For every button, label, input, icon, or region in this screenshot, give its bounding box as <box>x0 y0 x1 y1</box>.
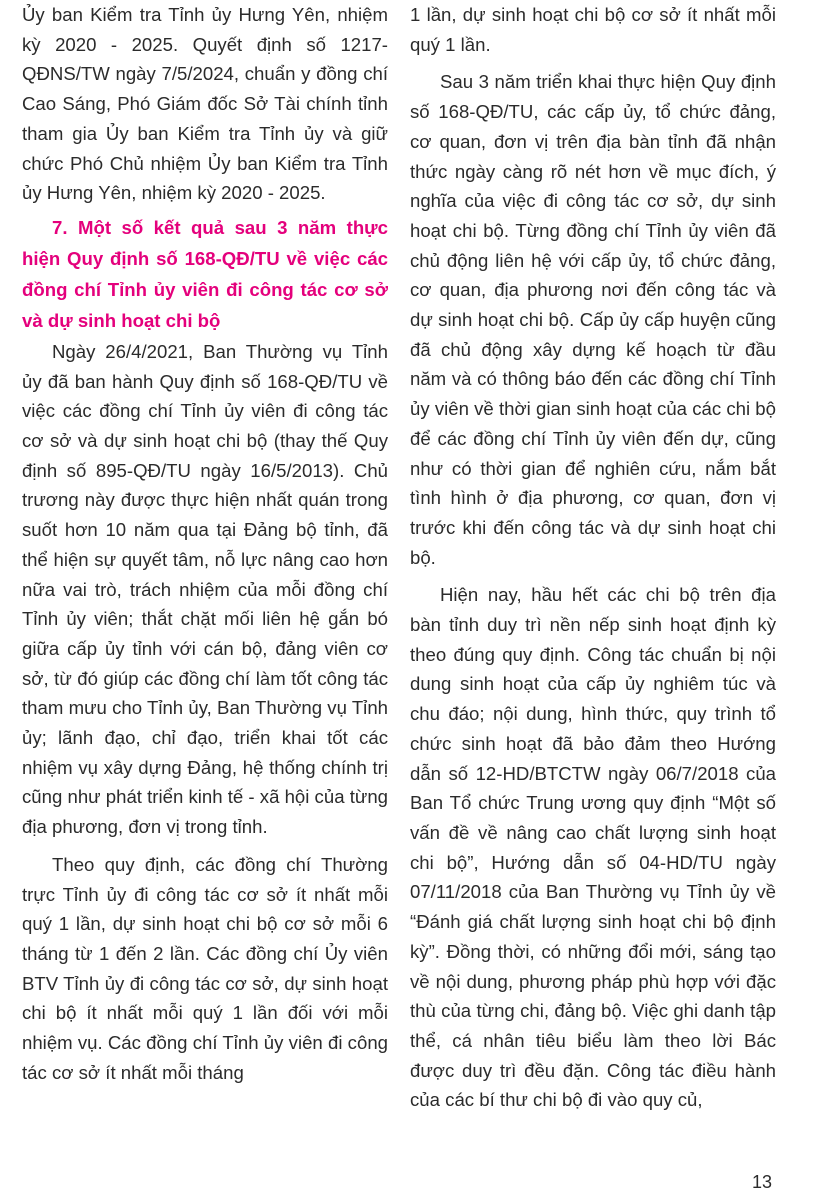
paragraph-current-status: Hiện nay, hầu hết các chi bộ trên địa bàn tỉnh duy trì nền nếp sinh hoạt định kỳ theo đúng quy định. Công tác chuẩn bị nội dung sinh hoạt của cấp ủy nghiêm túc và chu đáo; nội dung, hình thức, quy trình tổ chức sinh hoạt đã bảo đảm theo Hướng dẫn số 12-HD/BTCTW ngày 06/7/2018 của Ban Tổ chức Trung ương quy định “Một số vấn đề về nâng cao chất lượng sinh hoạt chi bộ”, Hướng dẫn số 04-HD/TU ngày 07/11/2018 của Ban Thường vụ Tỉnh ủy về “Đánh giá chất lượng sinh hoạt chi bộ định kỳ”. Đồng thời, có những đổi mới, sáng tạo về nội dung, phương pháp phù hợp với đặc thù của từng chi, đảng bộ. Việc ghi danh tập thể, cá nhân tiêu biểu làm theo lời Bác được duy trì đều đặn. Công tác điều hành của các bí thư chi bộ đi vào quy củ, <box>410 584 776 1111</box>
paragraph-continuation: Ủy ban Kiểm tra Tỉnh ủy Hưng Yên, nhiệm kỳ 2020 - 2025. Quyết định số 1217-QĐNS/TW ngày 7/5/2024, chuẩn y đồng chí Cao Sáng, Phó Giám đốc Sở Tài chính tỉnh tham gia Ủy ban Kiểm tra Tỉnh ủy và giữ chức Phó Chủ nhiệm Ủy ban Kiểm tra Tỉnh ủy Hưng Yên, nhiệm kỳ 2020 - 2025. <box>22 4 388 204</box>
paragraph-continuation-right: 1 lần, dự sinh hoạt chi bộ cơ sở ít nhất mỗi quý 1 lần. <box>410 4 776 55</box>
page-number: 13 <box>752 1172 773 1192</box>
paragraph-frequency: Theo quy định, các đồng chí Thường trực Tỉnh ủy đi công tác cơ sở ít nhất mỗi quý 1 lần, dự sinh hoạt chi bộ cơ sở mỗi 6 tháng từ 1 đến 2 lần. Các đồng chí Ủy viên BTV Tỉnh ủy đi công tác cơ sở, dự sinh hoạt chi bộ ít nhất mỗi quý 1 lần đối với mỗi nhiệm vụ. Các đồng chí Tỉnh ủy viên đi công tác cơ sở ít nhất mỗi tháng <box>22 853 388 1083</box>
section-heading: 7. Một số kết quả sau 3 năm thực hiện Quy định số 168-QĐ/TU về việc các đồng chí Tỉnh ủy viên đi công tác cơ sở và dự sinh hoạt chi bộ <box>22 216 388 331</box>
left-column <box>22 0 388 1088</box>
right-column <box>410 0 776 1115</box>
paragraph-regulation: Ngày 26/4/2021, Ban Thường vụ Tỉnh ủy đã ban hành Quy định số 168-QĐ/TU về việc các đồng chí Tỉnh ủy viên đi công tác cơ sở và dự sinh hoạt chi bộ (thay thế Quy định số 895-QĐ/TU ngày 16/5/2013). Chủ trương này được thực hiện nhất quán trong suốt hơn 10 năm qua tại Đảng bộ tỉnh, đã thể hiện sự quyết tâm, nỗ lực nâng cao hơn nữa vai trò, trách nhiệm của mỗi đồng chí Tỉnh ủy viên; thắt chặt mối liên hệ gắn bó giữa cấp ủy tỉnh với cán bộ, đảng viên cơ sở, từ đó giúp các đồng chí làm tốt công tác tham mưu cho Tỉnh ủy, Ban Thường vụ Tỉnh ủy; lãnh đạo, chỉ đạo, triển khai tốt các nhiệm vụ xây dựng Đảng, hệ thống chính trị cũng như phát triển kinh tế - xã hội của từng địa phương, đơn vị trong tỉnh. <box>22 340 389 838</box>
paragraph-results: Sau 3 năm triển khai thực hiện Quy định số 168-QĐ/TU, các cấp ủy, tổ chức đảng, cơ quan, đơn vị trên địa bàn tỉnh đã nhận thức ngày càng rõ nét hơn về mục đích, ý nghĩa của việc đi công tác cơ sở, dự sinh hoạt chi bộ. Từng đồng chí Tỉnh ủy viên đã chủ động liên hệ với cấp ủy, tổ chức đảng, cơ quan, địa phương nơi đến công tác và dự sinh hoạt chi bộ. Cấp ủy cấp huyện cũng đã chủ động xây dựng kế hoạch từ đầu năm và có thông báo đến các đồng chí Tỉnh ủy viên về thời gian sinh hoạt của các chi bộ để các đồng chí Tỉnh ủy viên đến dự, cũng như có thời gian để nghiên cứu, nắm bắt tình hình ở địa phương, cơ quan, đơn vị trước khi đến công tác và dự sinh hoạt chi bộ. <box>410 71 776 568</box>
